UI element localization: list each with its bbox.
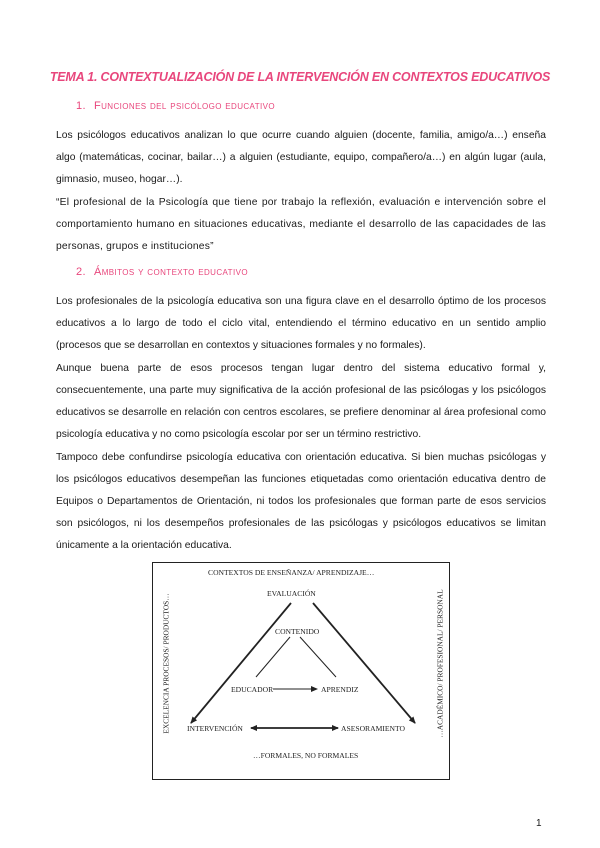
diagram-right-side-label: …ACADÉMICO/ PROFESIONAL/ PERSONAL (435, 589, 445, 738)
educational-context-diagram (152, 562, 450, 780)
diagram-left-side-label: EXCELENCIA PROCESOS/ PRODUCTOS… (161, 593, 171, 734)
section-1-paragraph-1: Los psicólogos educativos analizan lo que ocurre cuando alguien (docente, familia, amigo/a…) enseña algo (matemáticas, cocinar, bailar…) a alguien (estudiante, equipo, compañero/a…) en algún lugar (aula, gimnasio, museo, hogar…). (56, 130, 546, 185)
page-number: 1 (536, 818, 542, 829)
diagram-aprendiz-label: APRENDIZ (321, 685, 359, 694)
diagram-asesoramiento-label: ASESORAMIENTO (341, 724, 405, 733)
diagram-center-label: CONTENIDO (275, 627, 320, 636)
triangle-left-edge (191, 603, 291, 723)
diagram-apex-label: EVALUACIÓN (267, 589, 316, 598)
diagram-bottom-label: …FORMALES, NO FORMALES (253, 751, 359, 760)
section-2-paragraph-2: Aunque buena parte de esos procesos tengan lugar dentro del sistema educativo formal y, consecuentemente, una parte muy significativa de la acción profesional de las psicólogas y los psicólogos educativos se desarrolle en relación con centros escolares, se prefiere denominar al área profesional como psicología educativa y no como psicología escolar por ser un término restrictivo. (56, 363, 546, 440)
section-2-heading-text: Ámbitos y contexto educativo (94, 266, 248, 278)
section-2-number: 2. (76, 266, 86, 278)
diagram-top-label: CONTEXTOS DE ENSEÑANZA/ APRENDIZAJE… (208, 568, 375, 577)
section-2-heading (76, 266, 248, 278)
section-1-number: 1. (76, 100, 86, 112)
document-title: TEMA 1. CONTEXTUALIZACIÓN DE LA INTERVENCIÓN EN CONTEXTOS EDUCATIVOS (49, 70, 551, 84)
section-1-quote: “El profesional de la Psicología que tiene por trabajo la reflexión, evaluación e intervención sobre el comportamiento humano en situaciones educativas, mediante el desarrollo de las capacidades de las personas, grupos e instituciones” (56, 197, 546, 252)
section-1-heading (76, 100, 275, 112)
triangle-right-edge (313, 603, 415, 723)
inner-triangle-left (256, 637, 290, 677)
diagram-intervencion-label: INTERVENCIÓN (187, 724, 243, 733)
section-2-paragraph-3: Tampoco debe confundirse psicología educativa con orientación educativa. Si bien muchas psicólogas y los psicólogos educativos desempeñan las funciones etiquetadas como orientación educativa dentro de Equipos o Departamentos de Orientación, ni todos los profesionales que forman parte de esos servicios son psicólogos, ni los desempeños profesionales de las psicólogas y psicólogos educativos se limitan únicamente a la orientación educativa. (56, 452, 546, 551)
diagram-educador-label: EDUCADOR (231, 685, 274, 694)
section-1-heading-text: Funciones del psicólogo educativo (94, 100, 275, 112)
section-2-paragraph-1: Los profesionales de la psicología educativa son una figura clave en el desarrollo óptimo de los procesos educativos a lo largo de todo el ciclo vital, entendiendo el término educativo en un sentido amplio (procesos que se desarrollan en contextos y situaciones formales y no formales). (56, 296, 546, 351)
inner-triangle-right (300, 637, 336, 677)
